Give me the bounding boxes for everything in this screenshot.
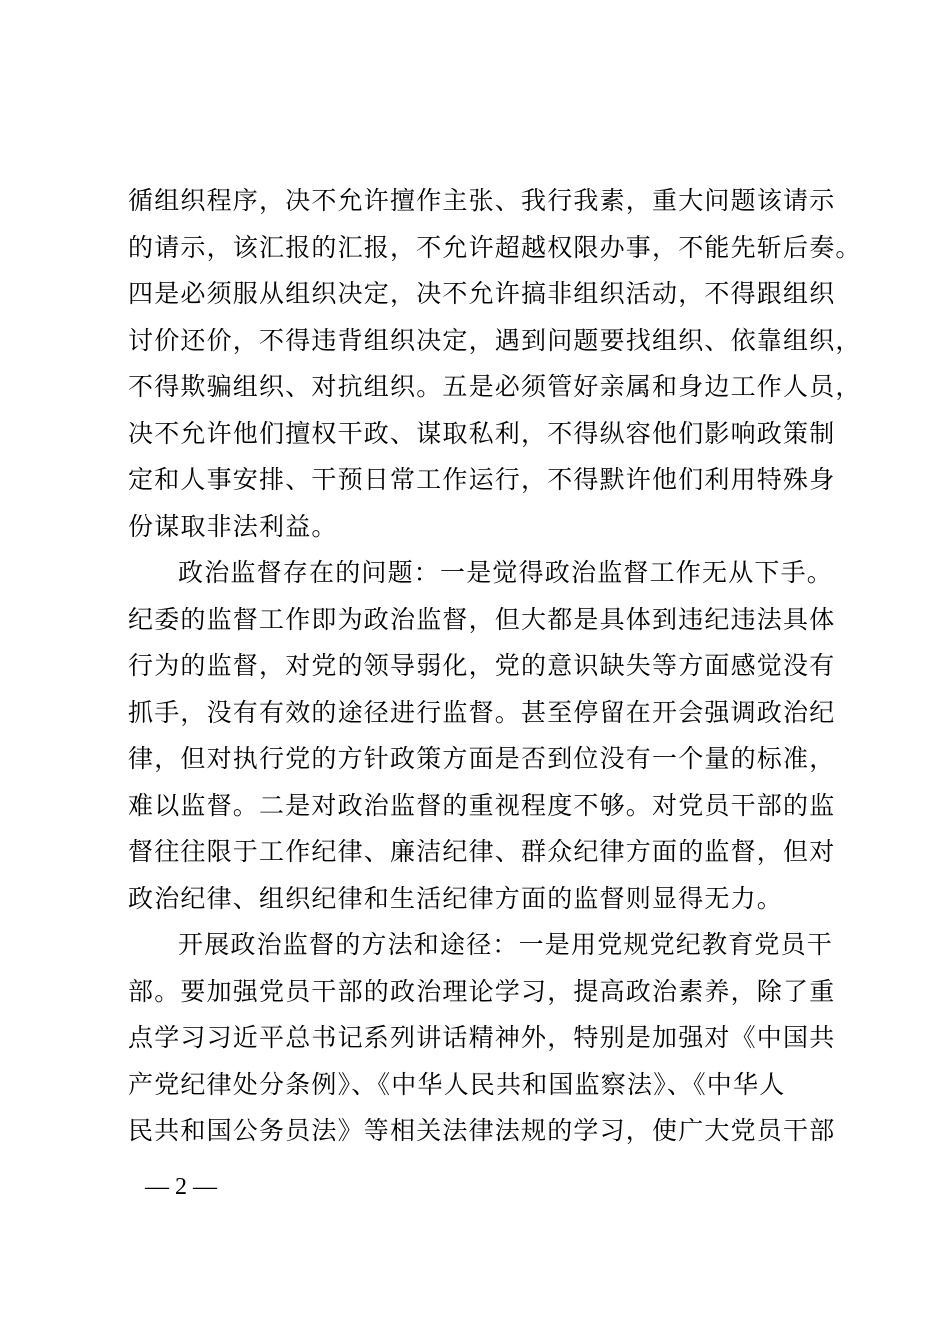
text-line: 律，但对执行党的方针政策方面是否到位没有一个量的标准， [128, 744, 836, 773]
paragraph [128, 922, 848, 1155]
text-line: 循组织程序，决不允许擅作主张、我行我素，重大问题该请示 [128, 186, 836, 215]
text-line: 部。要加强党员干部的政治理论学习，提高政治素养，除了重 [128, 976, 836, 1006]
page-number: — 2 — [145, 1174, 217, 1200]
text-line: 行为的监督，对党的领导弱化，党的意识缺失等方面感觉没有 [128, 651, 836, 680]
text-line: 政治纪律、组织纪律和生活纪律方面的监督则显得无力。 [128, 883, 784, 913]
text-line: 份谋取非法利益。 [128, 511, 338, 541]
text-line: 难以监督。二是对政治监督的重视程度不够。对党员干部的监 [128, 790, 836, 820]
paragraph [128, 178, 862, 550]
text-line: 点学习习近平总书记系列讲话精神外，特别是加强对《中国共 [128, 1023, 836, 1052]
text-line: 纪委的监督工作即为政治监督，但大都是具体到违纪违法具体 [128, 604, 836, 634]
text-line: 四是必须服从组织决定，决不允许搞非组织活动，不得跟组织 [128, 279, 836, 308]
text-line: 的请示，该汇报的汇报，不允许超越权限办事，不能先斩后奏。 [128, 232, 862, 262]
text-line: 开展政治监督的方法和途径：一是用党规党纪教育党员干 [178, 930, 834, 959]
text-line: 决不允许他们擅权干政、谋取私利，不得纵容他们影响政策制 [128, 418, 836, 448]
text-line: 讨价还价，不得违背组织决定，遇到问题要找组织、依靠组织， [128, 325, 862, 355]
text-line: 定和人事安排、干预日常工作运行，不得默许他们利用特殊身 [128, 465, 836, 494]
text-line: 不得欺骗组织、对抗组织。五是必须管好亲属和身边工作人员， [128, 372, 862, 401]
text-line: 抓手，没有有效的途径进行监督。甚至停留在开会强调政治纪 [128, 697, 836, 727]
body-text [128, 178, 862, 1155]
text-line: 产党纪律处分条例》、《中华人民共和国监察法》、《中华人 [128, 1069, 786, 1099]
text-line: 督往往限于工作纪律、廉洁纪律、群众纪律方面的监督，但对 [128, 837, 836, 866]
paragraph [128, 550, 848, 922]
text-line: 民共和国公务员法》等相关法律法规的学习，使广大党员干部 [128, 1116, 836, 1145]
text-line: 政治监督存在的问题：一是觉得政治监督工作无从下手。 [178, 558, 834, 587]
